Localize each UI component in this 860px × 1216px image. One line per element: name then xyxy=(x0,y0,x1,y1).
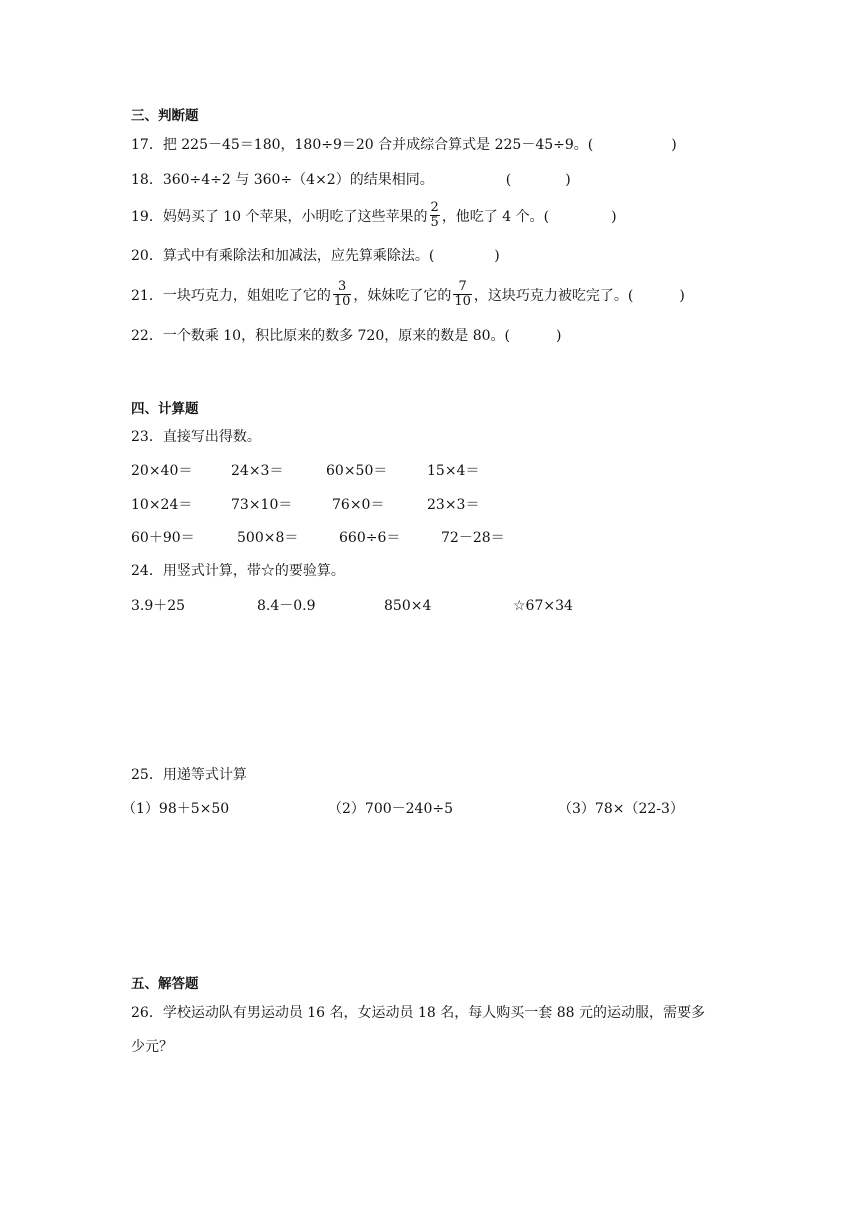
question-26-line-1: 26．学校运动队有男运动员 16 名，女运动员 18 名，每人购买一套 88 元的运动服，需要多 xyxy=(131,1005,705,1021)
stepwise-calc-item: （2）700－240÷5 xyxy=(328,801,453,817)
question-18-text: 18．360÷4÷2 与 360÷（4×2）的结果相同。 xyxy=(131,172,434,188)
question-18 xyxy=(131,171,571,189)
question-26-line-2: 少元？ xyxy=(131,1039,173,1055)
fraction-7-10: $\frac{7}{10}$ xyxy=(454,278,471,309)
fraction-2-5: $\frac{2}{5}$ xyxy=(430,199,439,230)
oral-calc-item: 15×4＝ xyxy=(427,463,480,479)
question-20-close: ) xyxy=(494,248,500,264)
question-21-close: ) xyxy=(679,288,685,304)
section-title-word-problems: 五、解答题 xyxy=(131,976,199,992)
question-22-close: ) xyxy=(555,328,562,344)
oral-calc-item: 10×24＝ xyxy=(131,497,193,513)
vertical-calc-item: 3.9＋25 xyxy=(131,598,186,614)
question-18-close: ) xyxy=(565,172,571,188)
oral-calc-item: 500×8＝ xyxy=(237,530,299,546)
question-21-pre: 21．一块巧克力，姐姐吃了它的 xyxy=(131,288,331,304)
section-title-judgment: 三、判断题 xyxy=(131,108,199,124)
question-21-mid: ，妹妹吃了它的 xyxy=(353,288,452,304)
oral-calc-item: 76×0＝ xyxy=(332,497,385,513)
oral-calc-item: 60×50＝ xyxy=(326,463,388,479)
oral-calc-item: 23×3＝ xyxy=(427,497,480,513)
question-19-close: ) xyxy=(611,209,617,225)
oral-calc-item: 20×40＝ xyxy=(131,463,193,479)
question-19-post: ，他吃了 4 个。( xyxy=(441,209,550,225)
question-17 xyxy=(131,136,677,154)
question-20 xyxy=(131,247,500,265)
question-21-post: ，这块巧克力被吃完了。( xyxy=(473,288,634,304)
oral-calc-item: 72－28＝ xyxy=(441,530,505,546)
oral-calc-item: 60＋90＝ xyxy=(131,530,195,546)
stepwise-calc-item: （3）78×（22-3） xyxy=(558,801,684,817)
vertical-calc-item: ☆67×34 xyxy=(513,598,573,614)
question-21 xyxy=(131,280,685,312)
question-19-pre: 19．妈妈买了 10 个苹果，小明吃了这些苹果的 xyxy=(131,209,428,225)
fraction-3-10: $\frac{3}{10}$ xyxy=(333,278,351,309)
question-22 xyxy=(131,327,561,345)
question-25-title: 25．用递等式计算 xyxy=(131,767,247,783)
question-17-close: ) xyxy=(671,137,677,153)
question-19 xyxy=(131,201,617,233)
oral-calc-item: 660÷6＝ xyxy=(339,530,401,546)
section-title-calculation: 四、计算题 xyxy=(131,401,199,417)
vertical-calc-item: 850×4 xyxy=(384,598,432,614)
oral-calc-item: 24×3＝ xyxy=(231,463,284,479)
oral-calc-item: 73×10＝ xyxy=(231,497,293,513)
question-20-text: 20．算式中有乘除法和加减法，应先算乘除法。( xyxy=(131,248,435,264)
question-22-text: 22．一个数乘 10，积比原来的数多 720，原来的数是 80。( xyxy=(131,328,510,344)
question-23-title: 23．直接写出得数。 xyxy=(131,429,261,445)
question-17-text: 17．把 225－45＝180，180÷9＝20 合并成综合算式是 225－45÷9。( xyxy=(131,137,594,153)
vertical-calc-item: 8.4－0.9 xyxy=(257,598,316,614)
question-18-open: ( xyxy=(505,172,512,188)
stepwise-calc-item: （1）98＋5×50 xyxy=(122,801,230,817)
question-24-title: 24．用竖式计算，带☆的要验算。 xyxy=(131,563,345,579)
